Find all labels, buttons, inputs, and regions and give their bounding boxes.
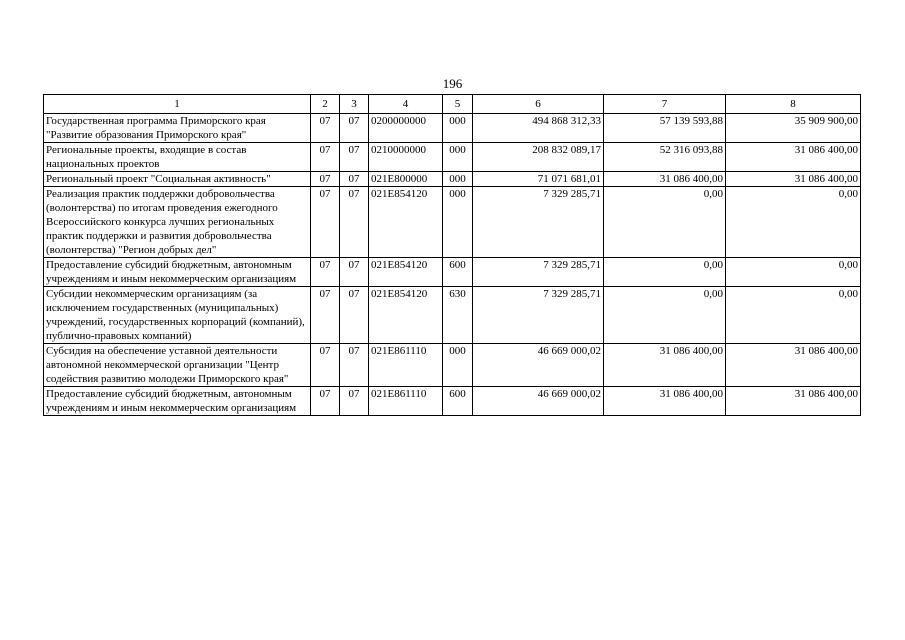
code-cell: 07 bbox=[311, 344, 340, 387]
code-cell: 07 bbox=[340, 143, 369, 172]
amount-cell: 0,00 bbox=[726, 258, 861, 287]
row-name: Региональный проект "Социальная активность" bbox=[44, 172, 311, 187]
amount-cell: 31 086 400,00 bbox=[604, 172, 726, 187]
table-row bbox=[44, 187, 861, 258]
amount-cell: 7 329 285,71 bbox=[473, 258, 604, 287]
amount-cell: 31 086 400,00 bbox=[726, 344, 861, 387]
code-cell: 021E861110 bbox=[369, 387, 443, 416]
column-header: 3 bbox=[340, 95, 369, 114]
code-cell: 021E854120 bbox=[369, 258, 443, 287]
code-cell: 000 bbox=[443, 143, 473, 172]
column-header: 1 bbox=[44, 95, 311, 114]
code-cell: 0210000000 bbox=[369, 143, 443, 172]
code-cell: 07 bbox=[311, 114, 340, 143]
column-header: 8 bbox=[726, 95, 861, 114]
code-cell: 600 bbox=[443, 387, 473, 416]
amount-cell: 35 909 900,00 bbox=[726, 114, 861, 143]
row-name: Субсидии некоммерческим организациям (за исключением государственных (муниципальных) учреждений, государственных корпораций (компаний), публично-правовых компаний) bbox=[44, 287, 311, 344]
header-row bbox=[44, 95, 861, 114]
column-header: 7 bbox=[604, 95, 726, 114]
column-header: 6 bbox=[473, 95, 604, 114]
amount-cell: 46 669 000,02 bbox=[473, 387, 604, 416]
code-cell: 000 bbox=[443, 172, 473, 187]
row-name: Государственная программа Приморского края "Развитие образования Приморского края" bbox=[44, 114, 311, 143]
amount-cell: 31 086 400,00 bbox=[726, 387, 861, 416]
code-cell: 0200000000 bbox=[369, 114, 443, 143]
code-cell: 021E854120 bbox=[369, 287, 443, 344]
code-cell: 600 bbox=[443, 258, 473, 287]
code-cell: 07 bbox=[311, 287, 340, 344]
table-row bbox=[44, 114, 861, 143]
code-cell: 000 bbox=[443, 114, 473, 143]
amount-cell: 31 086 400,00 bbox=[604, 387, 726, 416]
code-cell: 07 bbox=[340, 172, 369, 187]
page-number: 196 bbox=[442, 76, 463, 91]
amount-cell: 0,00 bbox=[604, 287, 726, 344]
code-cell: 021E800000 bbox=[369, 172, 443, 187]
table-row bbox=[44, 387, 861, 416]
table-row bbox=[44, 344, 861, 387]
amount-cell: 71 071 681,01 bbox=[473, 172, 604, 187]
table-row bbox=[44, 287, 861, 344]
code-cell: 07 bbox=[311, 387, 340, 416]
amount-cell: 52 316 093,88 bbox=[604, 143, 726, 172]
column-header: 2 bbox=[311, 95, 340, 114]
row-name: Региональные проекты, входящие в состав национальных проектов bbox=[44, 143, 311, 172]
table-row bbox=[44, 143, 861, 172]
row-name: Предоставление субсидий бюджетным, автономным учреждениям и иным некоммерческим организациям bbox=[44, 387, 311, 416]
code-cell: 07 bbox=[340, 344, 369, 387]
column-header: 5 bbox=[443, 95, 473, 114]
code-cell: 07 bbox=[311, 143, 340, 172]
code-cell: 07 bbox=[340, 387, 369, 416]
code-cell: 07 bbox=[340, 114, 369, 143]
amount-cell: 31 086 400,00 bbox=[726, 172, 861, 187]
code-cell: 021E861110 bbox=[369, 344, 443, 387]
amount-cell: 46 669 000,02 bbox=[473, 344, 604, 387]
code-cell: 021E854120 bbox=[369, 187, 443, 258]
code-cell: 07 bbox=[311, 172, 340, 187]
table-row bbox=[44, 258, 861, 287]
row-name: Субсидия на обеспечение уставной деятельности автономной некоммерческой организации "Центр содействия развитию молодежи Приморского края" bbox=[44, 344, 311, 387]
column-header: 4 bbox=[369, 95, 443, 114]
budget-table bbox=[43, 94, 861, 416]
amount-cell: 0,00 bbox=[604, 187, 726, 258]
code-cell: 000 bbox=[443, 344, 473, 387]
amount-cell: 0,00 bbox=[726, 187, 861, 258]
code-cell: 07 bbox=[340, 258, 369, 287]
amount-cell: 0,00 bbox=[726, 287, 861, 344]
amount-cell: 494 868 312,33 bbox=[473, 114, 604, 143]
amount-cell: 31 086 400,00 bbox=[726, 143, 861, 172]
code-cell: 07 bbox=[311, 187, 340, 258]
row-name: Реализация практик поддержки добровольчества (волонтерства) по итогам проведения ежегодного Всероссийского конкурса лучших региональных практик поддержки и развития добровольчества (волонтерства) "Регион добрых дел" bbox=[44, 187, 311, 258]
code-cell: 630 bbox=[443, 287, 473, 344]
amount-cell: 7 329 285,71 bbox=[473, 187, 604, 258]
amount-cell: 0,00 bbox=[604, 258, 726, 287]
code-cell: 07 bbox=[311, 258, 340, 287]
amount-cell: 7 329 285,71 bbox=[473, 287, 604, 344]
amount-cell: 208 832 089,17 bbox=[473, 143, 604, 172]
row-name: Предоставление субсидий бюджетным, автономным учреждениям и иным некоммерческим организациям bbox=[44, 258, 311, 287]
code-cell: 07 bbox=[340, 287, 369, 344]
amount-cell: 57 139 593,88 bbox=[604, 114, 726, 143]
amount-cell: 31 086 400,00 bbox=[604, 344, 726, 387]
code-cell: 000 bbox=[443, 187, 473, 258]
code-cell: 07 bbox=[340, 187, 369, 258]
table-row bbox=[44, 172, 861, 187]
